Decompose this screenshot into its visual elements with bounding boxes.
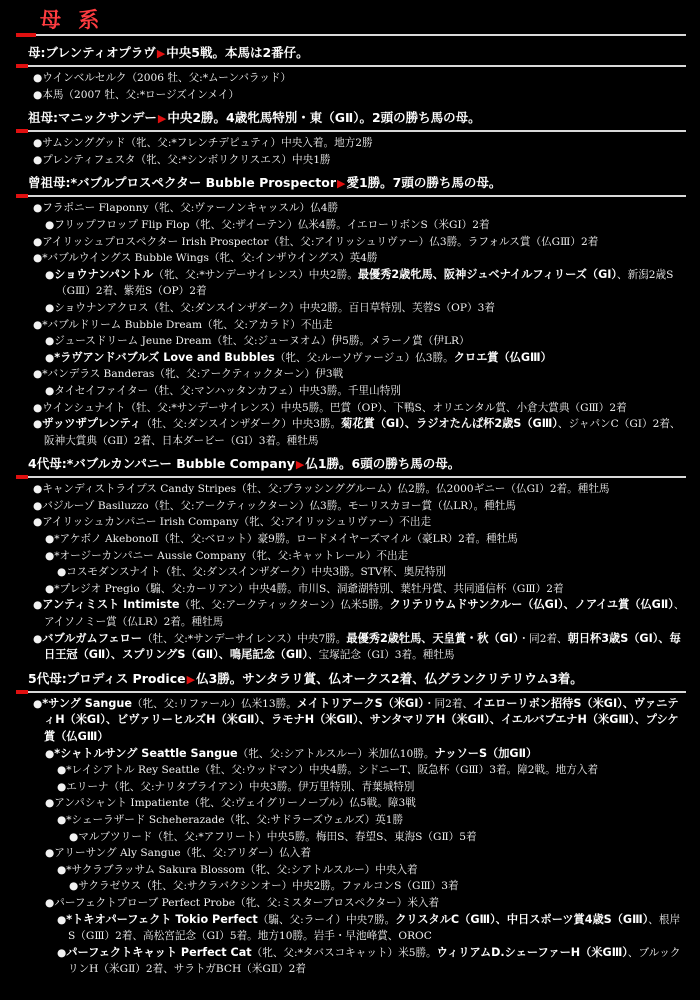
title-rule: [16, 34, 686, 36]
pedigree-entry: [16, 895, 686, 912]
section-heading: [16, 449, 686, 476]
entry-highlight-text: *ラヴアンドバブルズ Love and Bubbles: [54, 350, 275, 364]
pedigree-entry: [16, 366, 686, 383]
pedigree-entry: [16, 70, 686, 87]
entry-text: ●: [45, 747, 55, 760]
section-heading-summary: 愛1勝。7頭の勝ち馬の母。: [346, 175, 502, 191]
pedigree-section: [16, 664, 686, 978]
entry-highlight-text: イエローリボン招待S（米GⅠ）、ヴァニティH（米GⅠ）、ビヴァリーヒルズH（米GⅡ）、ラモナH（米GⅡ）、サンタマリアH（米GⅡ）、イエルバブエナH（米GⅢ）、プシケ賞（仏GⅢ）: [44, 696, 679, 743]
entry-text: ●*レイシアトル Rey Seattle（牡、父:ウッドマン）中央4勝。シドニーT、阪急杯（GⅢ）3着。障2戦。地方入着: [57, 764, 599, 777]
entry-text: （牝、父:ルーソヴァージュ）仏3勝。: [274, 351, 454, 364]
entry-text: ●*サクラブラッサム Sakura Blossom（牝、父:シアトルスルー）中央入着: [57, 863, 418, 876]
section-rule: [16, 65, 686, 67]
title-bar: [16, 0, 686, 38]
entry-text: 、宝塚記念（GⅠ）3着。種牡馬: [308, 649, 455, 662]
entry-text: ●アンパシャント Impatiente（牝、父:ヴェイグリーノーブル）仏5戦。障3戦: [45, 797, 416, 810]
pedigree-section: [16, 449, 686, 664]
entry-text: ●アイリッシュプロスペクター Irish Prospector（牡、父:アイリッシュリヴァー）仏3勝。ラフォルス賞（仏GⅢ）2着: [33, 235, 599, 248]
entry-text: ●*バブルドリーム Bubble Dream（牝、父:アカラド）不出走: [33, 318, 333, 331]
entry-text: （牡、父:*サンデーサイレンス）中央7勝。: [141, 632, 347, 645]
pedigree-entry: [16, 696, 686, 746]
entry-highlight-text: ザッツザプレンティ: [42, 417, 142, 431]
title-rule-accent: [16, 33, 36, 37]
pedigree-section: [16, 168, 686, 449]
pedigree-entry: [16, 564, 686, 581]
section-heading-summary: 中央5戦。本馬は2番仔。: [166, 45, 309, 60]
entry-highlight-text: *サング Sangue: [42, 696, 132, 710]
sections-container: [16, 38, 686, 978]
pedigree-entry: [16, 912, 686, 945]
entry-text: （騸、父:ラーイ）中央7勝。: [257, 913, 396, 926]
pedigree-entry: [16, 531, 686, 548]
entry-highlight-text: クリスタルC（GⅢ）、中日スポーツ賞4歳S（GⅢ）: [395, 912, 649, 926]
pedigree-entry: [16, 829, 686, 846]
section-heading: [16, 664, 686, 691]
section-heading-name: 曾祖母:*バブルプロスペクター Bubble Prospector: [28, 175, 336, 191]
entry-text: ●: [45, 351, 55, 364]
entry-text: ●パーフェクトプローブ Perfect Probe（牝、父:ミスタープロスペクター）米入着: [45, 896, 440, 909]
section-heading-summary: 仏3勝。サンタラリ賞、仏オークス2着、仏グランクリテリウム3着。: [196, 670, 583, 686]
entry-text: （牡、父:ダンスインザダーク）中央3勝。: [141, 418, 342, 431]
entry-text: ●タイセイファイター（牡、父:マンハッタンカフェ）中央3勝。千里山特別: [45, 384, 401, 397]
section-heading-name: 5代母:プロディス Prodice: [28, 670, 186, 686]
section-rule: [16, 130, 686, 132]
entry-text: ●*バブルウイングス Bubble Wings（牝、父:インザウイングス）英4勝: [33, 252, 378, 265]
entry-text: ●アリーサング Aly Sangue（牝、父:アリダー）仏入着: [45, 847, 311, 860]
section-heading-name: 母:ブレンティオプラヴ: [28, 45, 156, 60]
entry-text: ●プレンティフェスタ（牝、父:*シンボリクリスエス）中央1勝: [33, 153, 331, 166]
section-heading: [16, 103, 686, 130]
entry-text: ●マルブツリード（牡、父:*アフリート）中央5勝。梅田S、春望S、東海S（GⅡ）5着: [69, 830, 477, 843]
entry-text: ●キャンディストライプス Candy Stripes（牡、父:ブラッシンググルーム）仏2勝。仏2000ギニー（仏GⅠ）2着。種牡馬: [33, 483, 610, 496]
pedigree-entry: [16, 514, 686, 531]
entry-text: ●: [57, 946, 67, 959]
entry-text: ●: [33, 632, 43, 645]
entry-text: 、ジャパンC（GⅠ）2着、阪神大賞典（GⅡ）2着、日本ダービー（GⅠ）3着。種牡馬: [44, 418, 681, 447]
page-title: 母 系: [40, 8, 105, 32]
pedigree-entry: [16, 333, 686, 350]
entry-highlight-text: クロエ賞（仏GⅢ）: [453, 350, 552, 364]
pedigree-entry: [16, 746, 686, 763]
section-rule: [16, 195, 686, 197]
pedigree-entry: [16, 152, 686, 169]
triangle-right-icon: ▶: [295, 458, 305, 472]
pedigree-entry: [16, 350, 686, 367]
pedigree-entry: [16, 300, 686, 317]
entry-text: （牝、父:*タバスコキャット）米5勝。: [251, 946, 437, 959]
pedigree-entry: [16, 383, 686, 400]
triangle-right-icon: ▶: [157, 112, 167, 126]
section-heading-summary: 仏1勝。6頭の勝ち馬の母。: [305, 456, 461, 472]
entry-text: ●コスモダンスナイト（牡、父:ダンスインザダーク）中央3勝。STV杯、奥尻特別: [57, 566, 446, 579]
pedigree-entry: [16, 548, 686, 565]
entry-highlight-text: 菊花賞（GⅠ）、ラジオたんぱ杯2歳S（GⅢ）: [341, 417, 558, 431]
entry-highlight-text: *シャトルサング Seattle Sangue: [54, 746, 238, 760]
pedigree-entry: [16, 400, 686, 417]
entry-text: ●ウインシュナイト（牡、父:*サンデーサイレンス）中央5勝。巴賞（OP）、下鴨S、オリエンタル賞、小倉大賞典（GⅢ）2着: [33, 401, 627, 414]
entry-text: 、ブルックリンH（米GⅡ）2着、サラトガBCH（米GⅡ）2着: [68, 946, 681, 976]
entry-text: ●本馬（2007 牡、父:*ロージズインメイ）: [33, 88, 240, 101]
entry-text: ●アイリッシュカンパニー Irish Company（牝、父:アイリッシュリヴァー）不出走: [33, 516, 432, 529]
entry-highlight-text: アンティミスト Intimiste: [42, 598, 180, 612]
entry-text: 、アイソノミー賞（仏LR）2着。種牡馬: [44, 599, 685, 629]
entry-text: 、新潟2歳S（GⅢ）2着、紫苑S（OP）2着: [56, 268, 674, 298]
entry-text: ●: [57, 913, 67, 926]
entry-highlight-text: 最優秀2歳牡馬、天皇賞・秋（GⅠ）: [346, 631, 519, 645]
pedigree-entry: [16, 597, 686, 630]
entry-text: （牝、父:*サンデーサイレンス）中央2勝。: [153, 268, 358, 281]
triangle-right-icon: ▶: [337, 177, 346, 191]
entry-highlight-text: ショウナンパントル: [54, 267, 154, 281]
pedigree-entry: [16, 878, 686, 895]
entry-text: ●サムシンググッド（牝、父:*フレンチデピュティ）中央入着。地方2勝: [33, 137, 373, 150]
entry-highlight-text: 最優秀2歳牝馬、阪神ジュベナイルフィリーズ（GⅠ）: [357, 267, 618, 281]
entry-text: 、根岸S（GⅢ）2着、高松宮記念（GⅠ）5着。地方10勝。岩手・早池峰賞、OROC: [68, 913, 681, 943]
entry-text: ●エリーナ（牝、父:ナリタブライアン）中央3勝。伊万里特別、青葉城特別: [57, 780, 415, 793]
triangle-right-icon: ▶: [156, 47, 166, 60]
entry-text: ●バジルーゾ Basiluzzo（牡、父:アークティックターン）仏3勝。モーリスカヨー賞（仏LR）。種牡馬: [33, 499, 516, 512]
entry-text: （牝、父:リファール）仏米13勝。: [131, 697, 297, 710]
pedigree-entry: [16, 135, 686, 152]
entry-text: ●: [33, 418, 43, 431]
pedigree-entry: [16, 200, 686, 217]
pedigree-entry: [16, 498, 686, 515]
entry-text: ●*シェーラザード Scheherazade（牝、父:サドラーズウェルズ）英1勝: [57, 813, 404, 826]
entry-text: ●フリップフロップ Flip Flop（牝、父:ザイーテン）仏米4勝。イエローリボンS（米GⅠ）2着: [45, 218, 490, 231]
pedigree-entry: [16, 945, 686, 978]
section-rule: [16, 476, 686, 478]
entry-text: ●*プレジオ Pregio（騸、父:カーリアン）中央4勝。市川S、洞爺湖特別、葉牡丹賞、共同通信杯（GⅢ）2着: [45, 582, 564, 595]
section-heading: [16, 38, 686, 65]
entry-text: ●ウインベルセルク（2006 牡、父:*ムーンバラッド）: [33, 72, 292, 84]
entry-text: ●サクラゼウス（牡、父:サクラバクシンオー）中央2勝。ファルコンS（GⅢ）3着: [69, 880, 459, 893]
entry-text: ●ショウナンアクロス（牡、父:ダンスインザダーク）中央2勝。百日草特別、芙蓉S（OP）3着: [45, 301, 495, 314]
pedigree-entry: [16, 779, 686, 796]
entry-text: ●フラポニー Flaponny（牝、父:ヴァーノンキャッスル）仏4勝: [33, 202, 339, 215]
entry-text: （牝、父:アークティックターン）仏米5勝。: [179, 599, 390, 612]
pedigree-entry: [16, 250, 686, 267]
entry-text: ●: [33, 697, 43, 710]
section-heading: [16, 168, 686, 195]
pedigree-entry: [16, 581, 686, 598]
entry-highlight-text: メイトリアークS（米GⅠ）: [296, 696, 424, 710]
pedigree-entry: [16, 234, 686, 251]
pedigree-entry: [16, 631, 686, 664]
pedigree-section: [16, 103, 686, 168]
pedigree-entry: [16, 862, 686, 879]
pedigree-entry: [16, 87, 686, 104]
entry-text: ・同2着、: [423, 697, 474, 710]
entry-text: ・同2着、: [518, 632, 568, 645]
entry-text: ●: [45, 268, 55, 281]
pedigree-entry: [16, 416, 686, 449]
entry-text: ●*オージーカンパニー Aussie Company（牝、父:キャットレール）不出走: [45, 549, 409, 562]
entry-text: ●: [33, 599, 43, 612]
entry-highlight-text: パーフェクトキャット Perfect Cat: [66, 945, 252, 959]
section-heading-summary: 中央2勝。4歳牝馬特別・東（GⅡ）。2頭の勝ち馬の母。: [167, 110, 481, 126]
pedigree-entry: [16, 795, 686, 812]
section-heading-name: 4代母:*バブルカンパニー Bubble Company: [28, 456, 295, 472]
entry-highlight-text: *トキオパーフェクト Tokio Perfect: [66, 912, 258, 926]
entry-text: ●ジュースドリーム Jeune Dream（牡、父:ジューヌオム）伊5勝。メラーノ賞（伊LR）: [45, 335, 470, 348]
section-rule: [16, 691, 686, 693]
entry-text: （牝、父:シアトルスルー）米加仏10勝。: [237, 747, 435, 760]
entry-highlight-text: ウィリアムD.シェーファーH（米GⅢ）: [436, 945, 628, 959]
pedigree-entry: [16, 845, 686, 862]
pedigree-entry: [16, 762, 686, 779]
entry-highlight-text: クリテリウムドサンクルー（仏GⅠ）、ノアイユ賞（仏GⅡ）: [389, 598, 674, 612]
entry-highlight-text: バブルガムフェロー: [42, 631, 142, 645]
entry-highlight-text: ナッソーS（加GⅡ）: [434, 746, 538, 760]
pedigree-section: [16, 38, 686, 103]
entry-text: ●*アケボノ AkebonoⅡ（牡、父:ベロット）豪9勝。ロードメイヤーズマイル（豪LR）2着。種牡馬: [45, 533, 518, 546]
pedigree-entry: [16, 217, 686, 234]
pedigree-entry: [16, 481, 686, 498]
pedigree-entry: [16, 267, 686, 300]
triangle-right-icon: ▶: [186, 672, 196, 686]
entry-highlight-text: 朝日杯3歳S（GⅠ）、毎日王冠（GⅡ）、スプリングS（GⅡ）、鳴尾記念（GⅡ）: [44, 631, 681, 662]
entry-text: ●*バンデラス Banderas（牝、父:アークティックターン）伊3戦: [33, 368, 344, 381]
pedigree-entry: [16, 317, 686, 334]
section-heading-name: 祖母:マニックサンデー: [28, 110, 157, 126]
pedigree-entry: [16, 812, 686, 829]
